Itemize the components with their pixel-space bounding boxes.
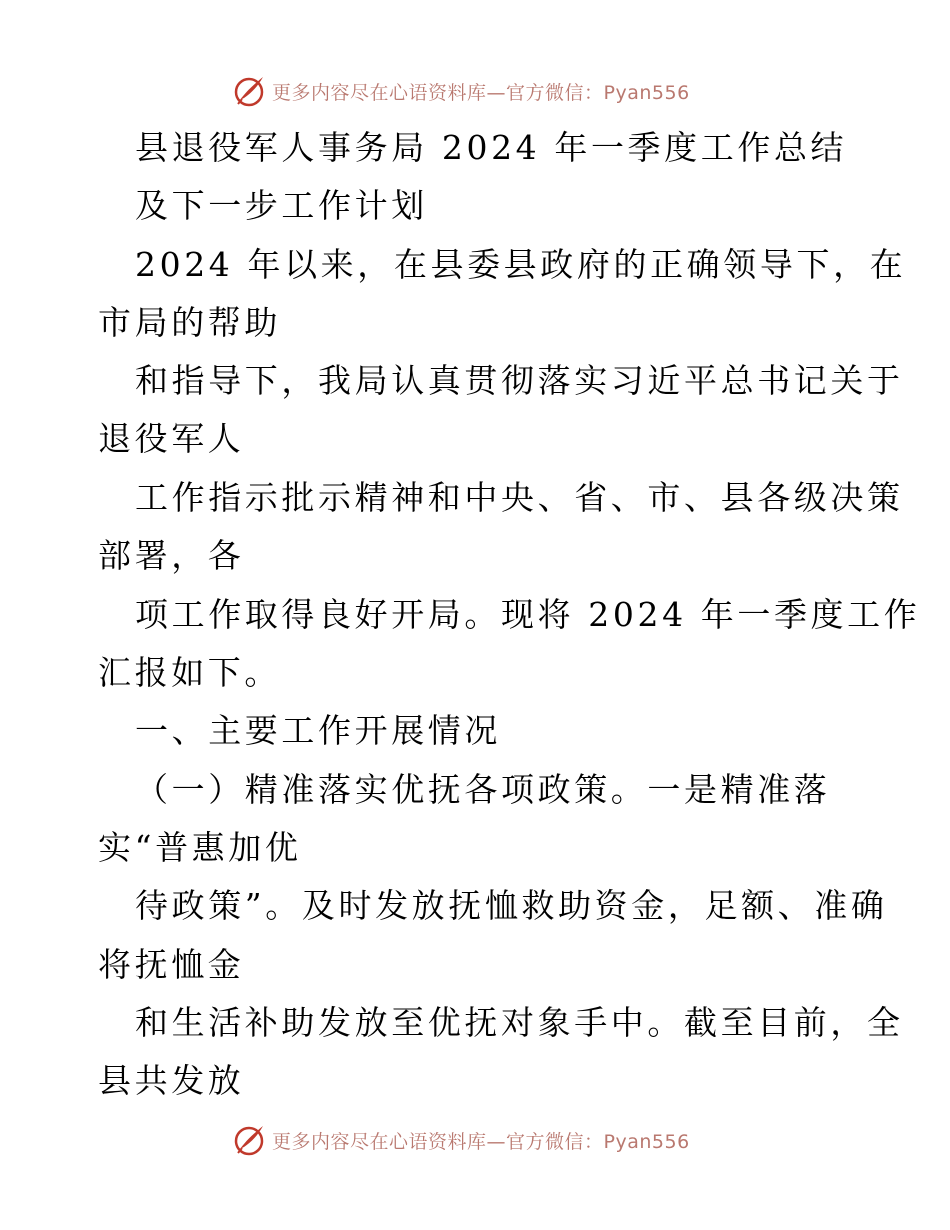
paragraph-line: 汇报如下。 [98, 653, 281, 692]
watermark-footer [232, 1120, 752, 1160]
quill-pen-logo-icon [232, 74, 266, 108]
paragraph-line: 和生活补助发放至优抚对象手中。截至目前，全 [135, 1003, 904, 1042]
document-title-line-1: 县退役军人事务局 2024 年一季度工作总结 [135, 128, 848, 167]
paragraph-line: 实“普惠加优 [98, 828, 302, 867]
paragraph-line: 待政策”。及时发放抚恤救助资金，足额、准确 [135, 886, 888, 925]
paragraph-line: 工作指示批示精神和中央、省、市、县各级决策 [135, 478, 904, 517]
section-heading: 一、主要工作开展情况 [135, 711, 501, 750]
subsection-heading-line: （一）精准落实优抚各项政策。一是精准落 [135, 770, 831, 809]
paragraph-line: 部署，各 [98, 536, 245, 575]
paragraph-line: 和指导下，我局认真贯彻落实习近平总书记关于 [135, 361, 904, 400]
paragraph-line: 县共发放 [98, 1061, 245, 1100]
paragraph-line: 项工作取得良好开局。现将 2024 年一季度工作 [135, 595, 921, 634]
paragraph-line: 将抚恤金 [98, 945, 245, 984]
quill-pen-logo-icon [232, 1123, 266, 1157]
paragraph-line: 市局的帮助 [98, 303, 281, 342]
watermark-text: 更多内容尽在心语资料库—官方微信：Pyan556 [272, 1130, 690, 1153]
paragraph-line: 退役军人 [98, 419, 245, 458]
watermark-header [232, 71, 752, 111]
watermark-text: 更多内容尽在心语资料库—官方微信：Pyan556 [272, 81, 690, 104]
paragraph-line: 2024 年以来，在县委县政府的正确领导下，在 [135, 245, 907, 284]
document-title-line-2: 及下一步工作计划 [135, 186, 428, 225]
